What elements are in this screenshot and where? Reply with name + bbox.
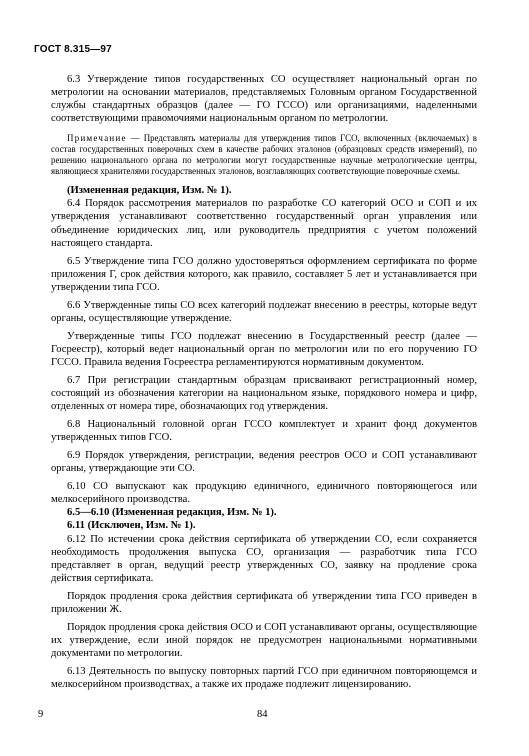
clause-6-3: 6.3 Утверждение типов государственных СО осуществляет национальный орган по метрологии на основании материалов, представляемых Головным органом Государственной службы стандартных образцов (далее — ГО ГССО) или организациями, наделенными соответствующими правомочиями национальным органом по метрологии.	[51, 74, 477, 125]
clause-6-8: 6.8 Национальный головной орган ГССО комплектует и хранит фонд документов утвержденных типов ГСО.	[51, 419, 477, 444]
clause-6-12-renewal-gso: Порядок продления срока действия сертификата об утверждении типа ГСО приведен в приложении Ж.	[51, 590, 477, 615]
note-text: — Представлять материалы для утверждения типов ГСО, включенных (включаемых) в состав государственных поверочных схем в качестве рабочих эталонов (образцовых средств измерений), по решению национального органа по метрологии могут государственные научные метрологические центры, являющиеся хранителями государственных эталонов, возглавляющих соответствующие поверочные схемы.	[51, 133, 477, 176]
footer-left-number: 9	[38, 709, 44, 720]
note-label: Примечание	[67, 133, 127, 144]
clause-6-12-renewal-oso: Порядок продления срока действия ОСО и СОП устанавливают органы, осуществляющие их утверждение, если иной порядок не предусмотрен национальными нормативными документами по метрологии.	[51, 621, 477, 659]
clause-6-10: 6.10 СО выпускают как продукцию единичного, единичного повторяющегося или мелкосерийного производства.	[51, 481, 477, 506]
clause-6-12: 6.12 По истечении срока действия сертификата об утверждении СО, если сохраняется необходимость продолжения выпуска СО, организация — разработчик типа ГСО представляет в орган, ведущий реестр утвержденных СО, заявку на продление срока действия сертификата.	[51, 533, 477, 584]
amendment-note-2: 6.5—6.10 (Измененная редакция, Изм. № 1).	[67, 507, 277, 519]
document-body	[51, 73, 477, 691]
clause-6-13: 6.13 Деятельность по выпуску повторных партий ГСО при единичном повторяющемся и мелкосерийном производствах, а также их продаже подлежит лицензированию.	[51, 665, 477, 690]
clause-6-11: 6.11 (Исключен, Изм. № 1).	[67, 520, 196, 532]
clause-6-4: 6.4 Порядок рассмотрения материалов по разработке СО категорий ОСО и СОП и их утверждения устанавливают соответственно государственный орган управления или объединение юридических лиц, или руководитель предприятия с учетом положений настоящего стандарта.	[51, 198, 477, 249]
amendment-note-1: (Измененная редакция, Изм. № 1).	[67, 185, 232, 197]
clause-6-7: 6.7 При регистрации стандартным образцам присваивают регистрационный номер, состоящий из обозначения категории на национальном языке, порядкового номера и цифр, отделенных от номера тире, обозначающих год утверждения.	[51, 374, 477, 413]
note	[51, 133, 477, 176]
clause-6-6-continued: Утвержденные типы ГСО подлежат внесению в Государственный реестр (далее — Госреестр), который ведет национальный орган по метрологии или по его поручению ГО ГССО. Правила ведения Госреестра регламентируются нормативным документом.	[51, 330, 477, 368]
clause-6-5: 6.5 Утверждение типа ГСО должно удостоверяться оформлением сертификата по форме приложения Г, срок действия которого, как правило, составляет 5 лет и устанавливается при утверждении типа ГСО.	[51, 255, 477, 293]
clause-6-9: 6.9 Порядок утверждения, регистрации, ведения реестров ОСО и СОП устанавливают органы, утверждающие эти СО.	[51, 450, 477, 475]
document-header: ГОСТ 8.315—97	[34, 44, 112, 55]
clause-6-6: 6.6 Утвержденные типы СО всех категорий подлежат внесению в реестры, которые ведут органы, осуществляющие утверждение.	[51, 299, 477, 324]
page-number: 84	[257, 709, 268, 720]
